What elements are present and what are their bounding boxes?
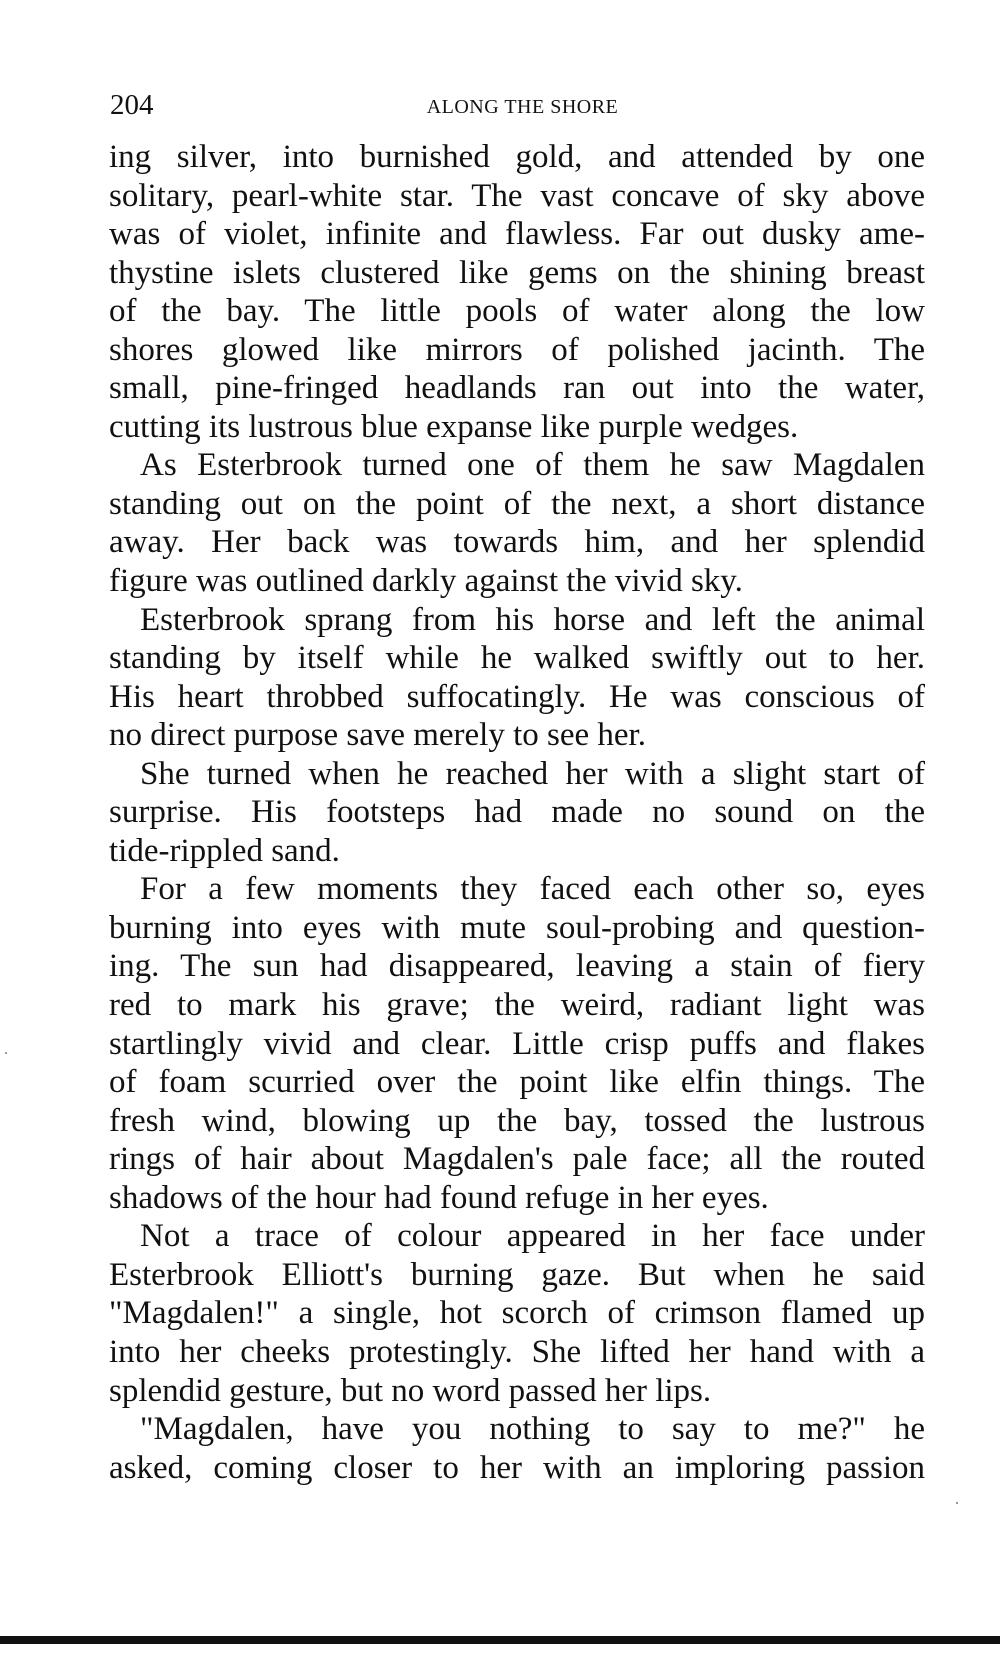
text-line: "Magdalen!" a single, hot scorch of crimson flamed up (109, 1295, 925, 1332)
text-line: solitary, pearl-white star. The vast concave of sky above (109, 177, 925, 214)
text-line: She turned when he reached her with a slight start of (140, 755, 925, 792)
bottom-rule (0, 1636, 1000, 1644)
scan-speck (956, 1502, 958, 1504)
text-line: Not a trace of colour appeared in her face under (140, 1218, 925, 1255)
body-text (109, 138, 925, 1487)
text-line: "Magdalen, have you nothing to say to me?" he (140, 1411, 925, 1448)
text-line: cutting its lustrous blue expanse like purple wedges. (109, 408, 799, 445)
text-line: small, pine-fringed headlands ran out into the water, (109, 370, 925, 407)
text-line: asked, coming closer to her with an imploring passion (109, 1449, 925, 1486)
text-line: Esterbrook Elliott's burning gaze. But when he said (109, 1256, 925, 1293)
text-line: As Esterbrook turned one of them he saw Magdalen (140, 447, 925, 484)
text-line: surprise. His footsteps had made no sound on the (109, 794, 925, 831)
text-line: splendid gesture, but no word passed her lips. (109, 1372, 712, 1409)
text-line: fresh wind, blowing up the bay, tossed the lustrous (109, 1102, 925, 1139)
page-number: 204 (110, 89, 154, 121)
text-line: was of violet, infinite and flawless. Far out dusky ame- (109, 216, 925, 253)
text-line: ing silver, into burnished gold, and attended by one (109, 139, 925, 175)
text-line: burning into eyes with mute soul-probing and question- (109, 909, 925, 946)
text-line: ing. The sun had disappeared, leaving a stain of fiery (109, 948, 925, 985)
scan-speck (5, 1052, 7, 1054)
text-line: into her cheeks protestingly. She lifted her hand with a (109, 1333, 925, 1370)
text-line: figure was outlined darkly against the vivid sky. (109, 563, 743, 600)
text-line: shadows of the hour had found refuge in her eyes. (109, 1179, 769, 1216)
text-line: tide-rippled sand. (109, 832, 340, 869)
text-line: no direct purpose save merely to see her. (109, 717, 646, 754)
text-line: shores glowed like mirrors of polished jacinth. The (109, 331, 925, 368)
text-line: away. Her back was towards him, and her splendid (109, 524, 925, 561)
text-line: thystine islets clustered like gems on the shining breast (109, 254, 925, 291)
text-line: Esterbrook sprang from his horse and left the animal (140, 601, 925, 638)
text-line: red to mark his grave; the weird, radiant light was (109, 987, 925, 1024)
text-line: standing by itself while he walked swiftly out to her. (109, 640, 925, 677)
text-line: of foam scurried over the point like elfin things. The (109, 1064, 925, 1101)
text-line: standing out on the point of the next, a short distance (109, 485, 925, 522)
text-line: rings of hair about Magdalen's pale face; all the routed (109, 1141, 925, 1178)
text-line: startlingly vivid and clear. Little crisp puffs and flakes (109, 1025, 925, 1062)
running-title: ALONG THE SHORE (426, 96, 619, 118)
text-line: of the bay. The little pools of water along the low (109, 293, 925, 330)
text-line: For a few moments they faced each other so, eyes (140, 871, 925, 908)
text-line: His heart throbbed suffocatingly. He was conscious of (109, 678, 925, 715)
running-head (110, 88, 925, 122)
